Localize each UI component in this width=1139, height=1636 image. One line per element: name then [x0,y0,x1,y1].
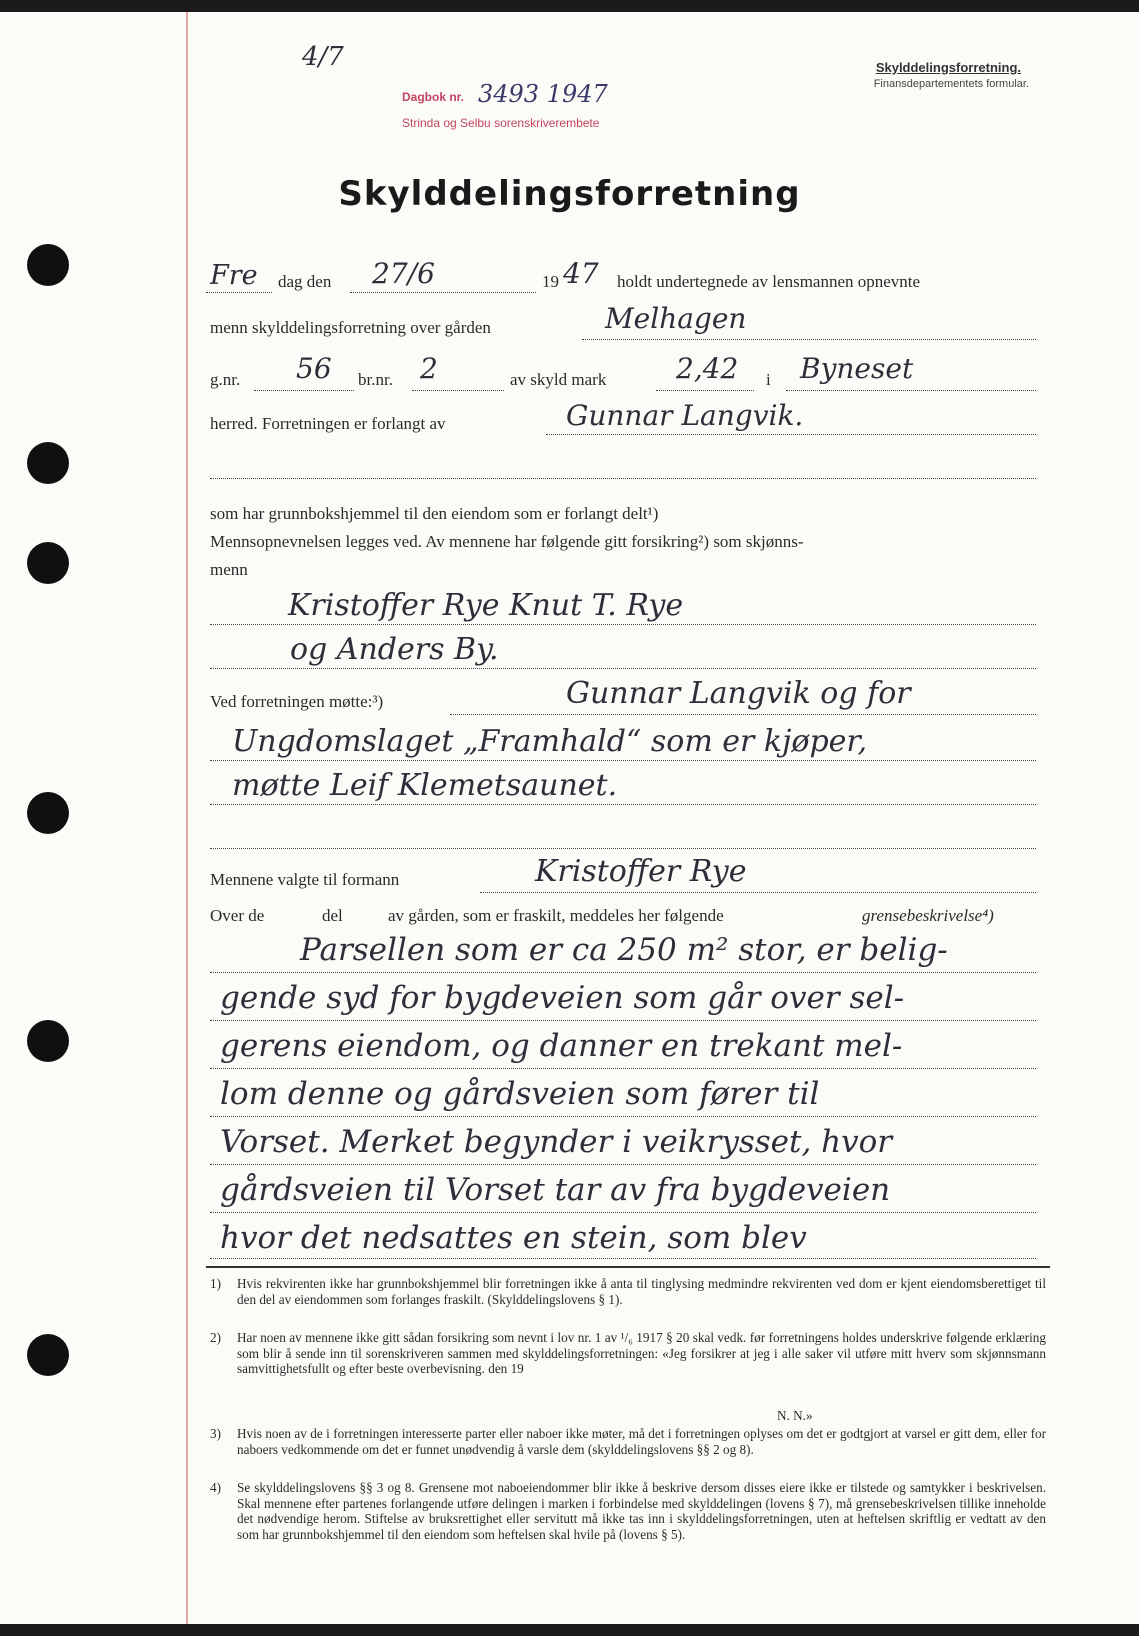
footnote-3 [210,1426,1046,1457]
footnote-number: 3) [210,1426,221,1441]
dotted-line [210,668,1036,669]
label-over-de: Over de [210,906,265,925]
footnote-number: 4) [210,1480,221,1495]
requested-by: Gunnar Langvik. [566,399,804,432]
chairman-name: Kristoffer Rye [535,854,747,889]
boundary-line-5: Vorset. Merket begynder i veikrysset, hvor [220,1124,893,1160]
boundary-line-7: hvor det nedsattes en stein, som blev [220,1220,807,1256]
footnote-separator [206,1266,1050,1268]
form-origin: Finansdepartementets formular. [873,78,1029,90]
label-skyld: av skyld mark [510,370,607,389]
dotted-line [210,1020,1036,1021]
dotted-line [412,390,504,391]
dotted-line [656,390,754,391]
label-del: del [322,906,343,925]
label-year-prefix: 19 [542,272,559,291]
label-formann: Mennene valgte til formann [210,870,400,889]
footnote-text: N. N.» [777,1408,813,1423]
dotted-line [210,624,1036,625]
footnote-number: 2) [210,1330,221,1345]
dotted-line [210,1212,1036,1213]
dotted-line [786,390,1036,391]
farm-name: Melhagen [605,302,747,335]
dotted-line [450,714,1036,715]
assessors-line-1: Kristoffer Rye Knut T. Rye [288,588,684,623]
dotted-line [210,804,1036,805]
stamp-number: 3493 1947 [478,80,608,108]
label-gnr: g.nr. [210,370,241,389]
attendees-line-1: Gunnar Langvik og for [566,676,911,711]
punch-hole-6 [27,1334,69,1376]
brnr-value: 2 [420,352,438,385]
punch-hole-1 [27,244,69,286]
label-grensebeskrivelse: grensebeskrivelse⁴) [862,906,994,925]
label-dag-den: dag den [278,272,332,291]
footnote-text: Hvis noen av de i forretningen interesserte parter eller naboer ikke møter, må det i forretningen oplyses om det er godtgjort at varsel er gitt dem, eller for naboers vedkommende om det er funnet unødvendig å varsle dem (skylddelingslovens §§ 2 og 8). [237,1426,1046,1457]
dotted-line [210,1258,1036,1259]
form-name-corner: Skylddelingsforretning. [875,60,1021,75]
dotted-line [480,892,1036,893]
label-holdt: holdt undertegnede av lensmannen opnevnte [617,272,921,291]
year-value: 47 [563,257,599,290]
dotted-line [210,1068,1036,1069]
punch-hole-3 [27,542,69,584]
punch-hole-4 [27,792,69,834]
dotted-line [210,478,1036,479]
attendees-line-2: Ungdomslaget „Framhald“ som er kjøper, [232,724,868,759]
footnote-4 [210,1480,1046,1542]
footnote-number: 1) [210,1276,221,1291]
dotted-line [254,390,354,391]
document-page [0,12,1139,1624]
attendees-line-3: møtte Leif Klemetsaunet. [232,768,618,803]
handwritten-corner-note: 4/7 [302,42,344,72]
footnote-2-signature [750,1408,870,1424]
dotted-line [210,760,1036,761]
footnote-text: Har noen av mennene ikke gitt sådan forsikring som nevnt i lov nr. 1 av ¹/₆ 1917 § 20 skal vedk. før forretningens holdes underskrive følgende erklæring som blir å sende inn til sorenskriveren sammen med skylddelingsforretningen: «Jeg forsikrer at jeg i alle saker vil utføre mitt hverv som skjønnsmann samvittighetsfullt og efter beste overbevisning. den 19 [237,1330,1046,1376]
boundary-line-3: gerens eiendom, og danner en trekant mel- [220,1028,903,1064]
margin-rule [186,12,188,1624]
footnote-1 [210,1276,1046,1307]
footnote-text: Hvis rekvirenten ikke har grunnbokshjemmel blir forretningen ikke å anta til tinglysing medmindre rekvirenten ved dom er kjent eiendomsberettiget til den del av eiendommen som forlanges fraskilt. (Skylddelingslovens § 1). [237,1276,1046,1307]
footnote-2 [210,1330,1046,1377]
skyld-value: 2,42 [676,352,739,385]
boundary-line-1: Parsellen som er ca 250 m² stor, er belig- [300,932,948,968]
footnote-text: Se skylddelingslovens §§ 3 og 8. Grensene mot naboeiendommer blir ikke å beskrive dersom disses eiere ikke er tilstede og samtykker i beskrivelsen. Skal mennene efter partenes forlangende utføre delingen i marken i forbindelse med skylddelingen (lovens § 7), må grensebeskrivelsen tillike inneholde det nødvendige herom. Stiftelse av bruksrettighet eller servitutt må ikke tas inn i skylddelingsforretningen, uten at heftelsen skriftlig er vedtatt av den som har grunnbokshjemmel til den eiendom som heftelsen skal hvile på (lovens § 5). [237,1480,1046,1542]
label-fraskilt: av gården, som er fraskilt, meddeles her følgende [388,906,724,925]
gnr-value: 56 [296,352,332,385]
punch-hole-2 [27,442,69,484]
day-word: Fre [210,260,258,291]
boundary-line-4: lom denne og gårdsveien som fører til [220,1076,820,1112]
label-i: i [766,370,771,389]
dotted-line [210,848,1036,849]
dotted-line [206,292,272,293]
municipality-value: Byneset [800,352,914,385]
stamp-dagbok-label: Dagbok nr. [402,90,465,104]
label-mennsopnevnelsen: Mennsopnevnelsen legges ved. Av mennene har følgende gitt forsikring²) som skjønns- [210,532,804,551]
date-value: 27/6 [372,257,435,290]
dotted-line [210,972,1036,973]
punch-hole-5 [27,1020,69,1062]
page-title: Skylddelingsforretning [338,174,801,214]
label-herred: herred. Forretningen er forlangt av [210,414,446,433]
dotted-line [582,339,1036,340]
label-motte: Ved forretningen møtte:³) [210,692,384,711]
dotted-line [210,1116,1036,1117]
dotted-line [210,1164,1036,1165]
stamp-office: Strinda og Selbu sorenskriverembete [402,116,600,130]
label-grunnbokshjemmel: som har grunnbokshjemmel til den eiendom som er forlangt delt¹) [210,504,659,523]
boundary-line-2: gende syd for bygdeveien som går over sel- [220,980,905,1016]
label-brnr: br.nr. [358,370,393,389]
label-menn: menn [210,560,248,579]
assessors-line-2: og Anders By. [290,632,499,667]
boundary-line-6: gårdsveien til Vorset tar av fra bygdeveien [220,1172,891,1208]
label-menn-skylddeling: menn skylddelingsforretning over gården [210,318,491,337]
dotted-line [546,434,1036,435]
dotted-line [350,292,536,293]
